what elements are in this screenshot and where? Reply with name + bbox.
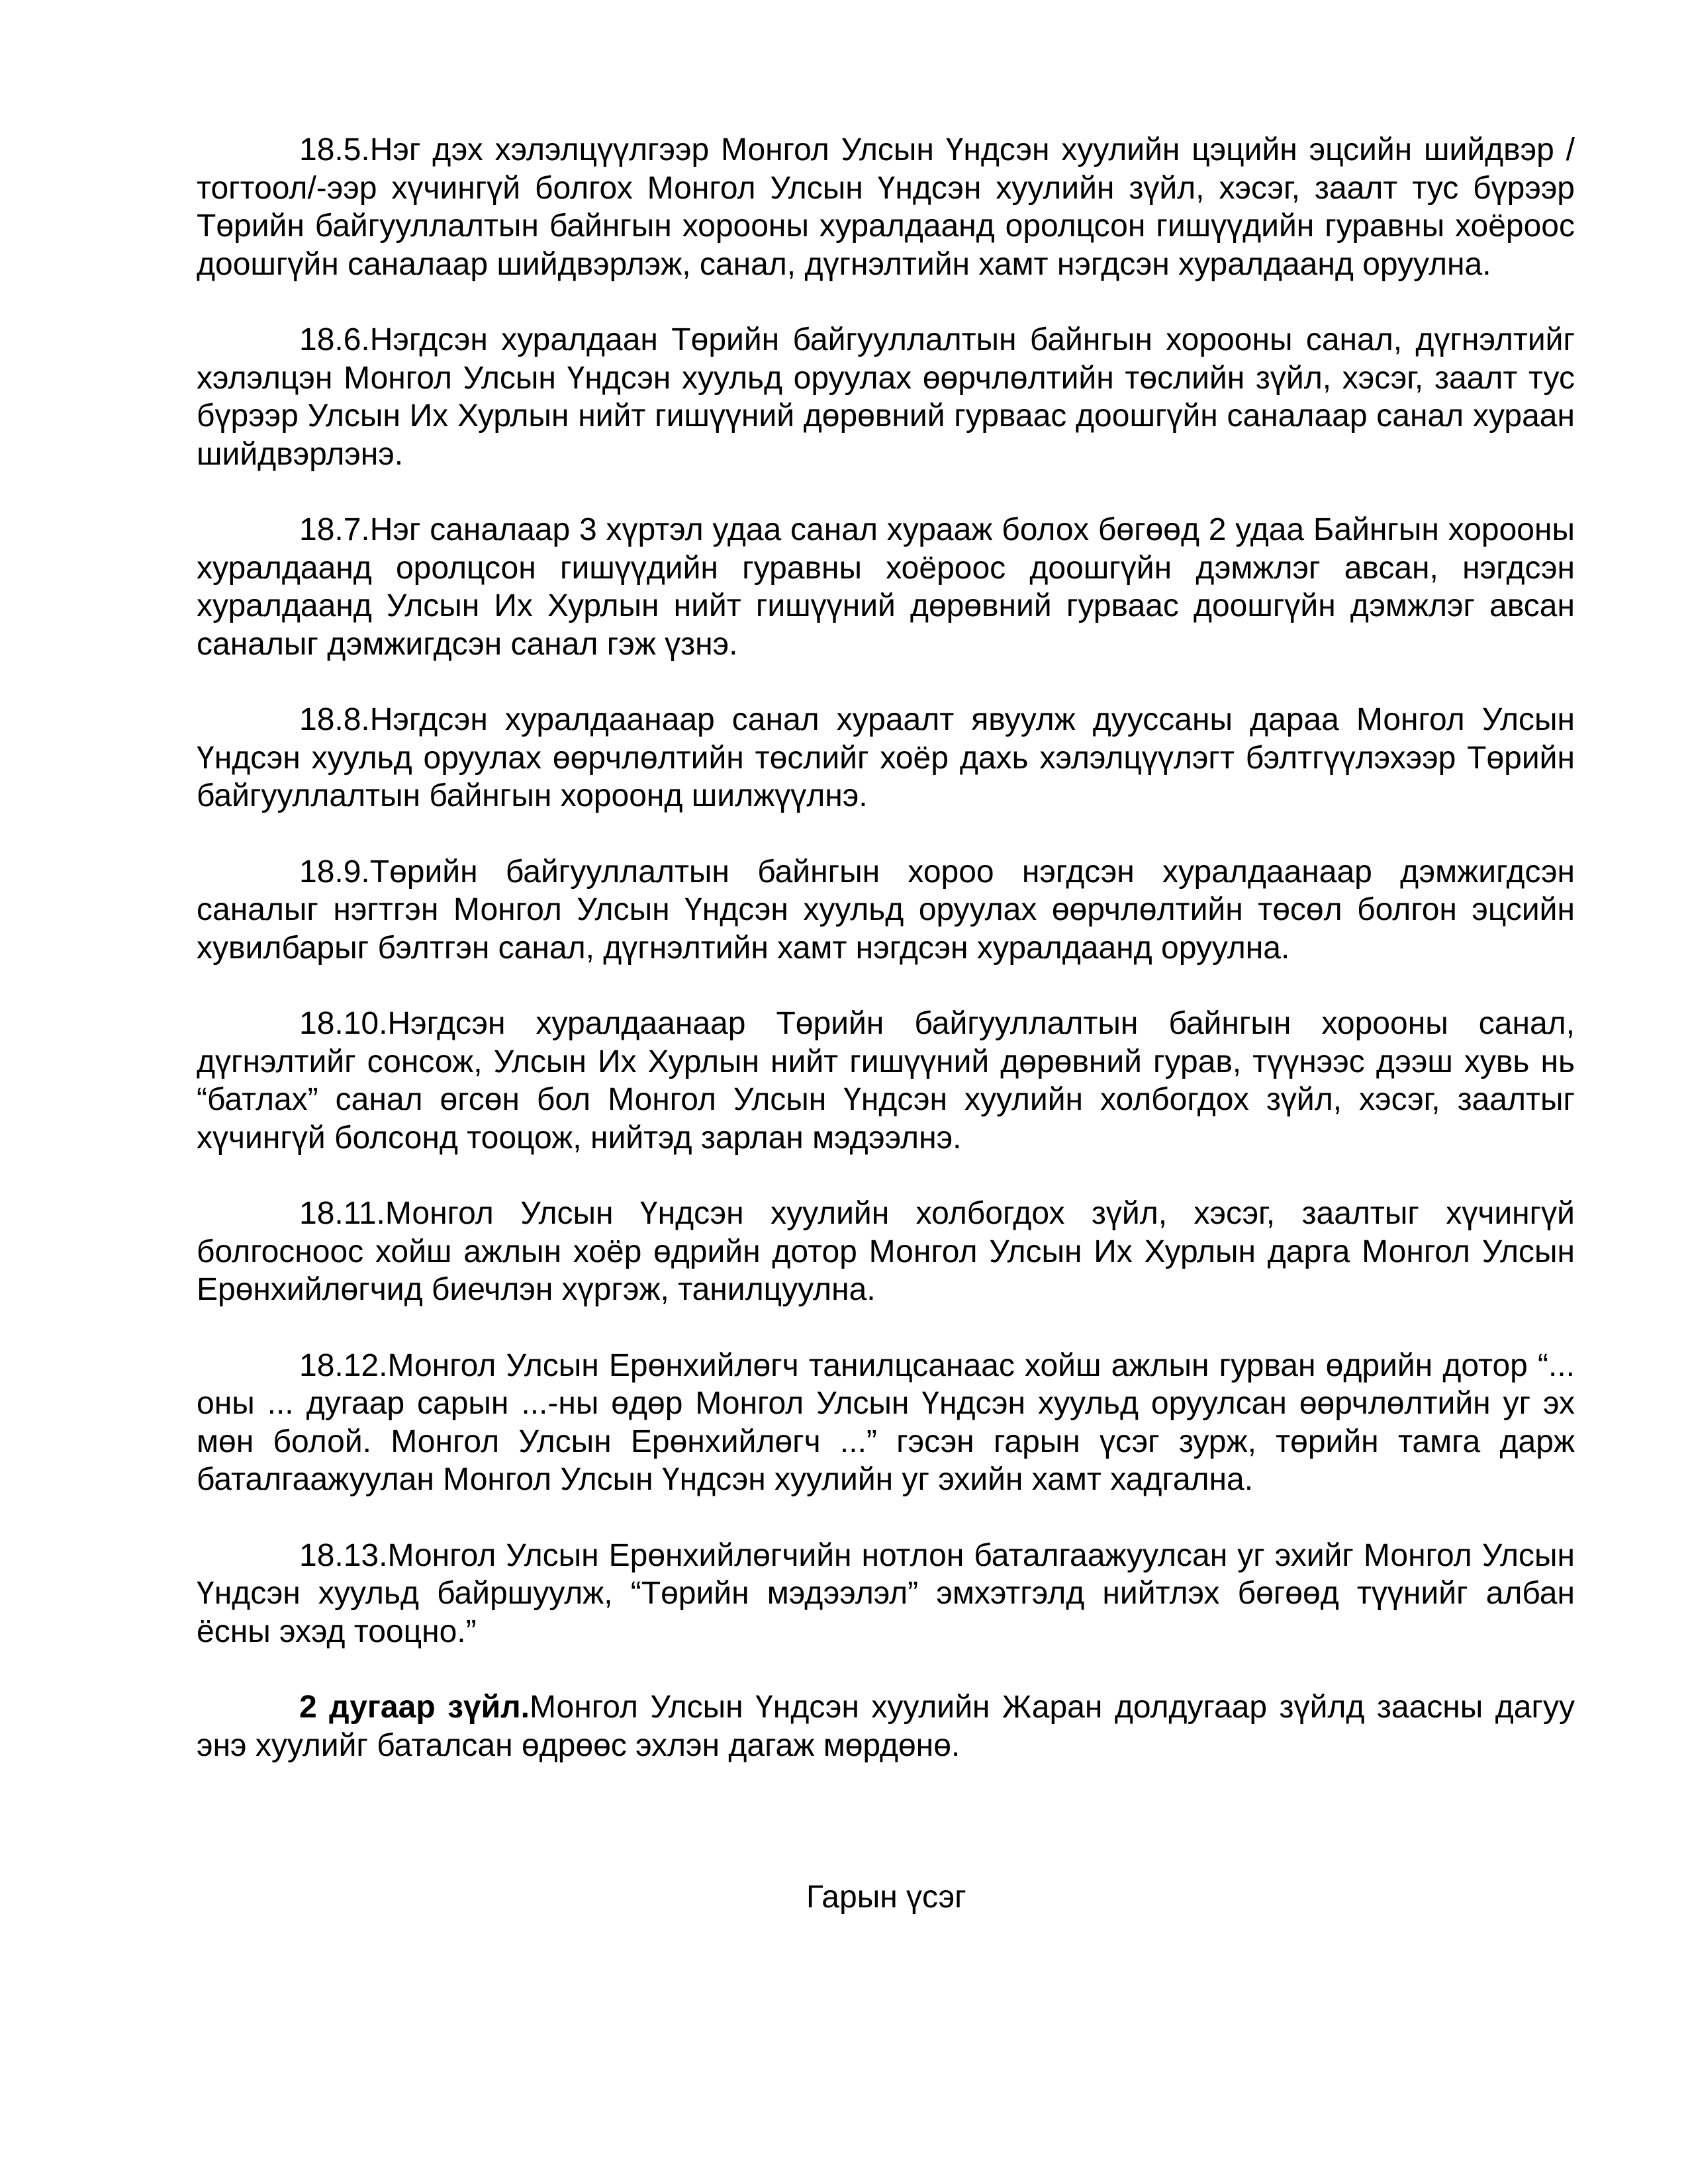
paragraph-text: Нэгдсэн хуралдаанаар Төрийн байгууллалтын байнгын хорооны санал, дүгнэлтийг сонсож, Улсын Их Хурлын нийт гишүүний дөрөвний гурав, түүнээс дээш хувь нь “батлах” санал өгсөн бол Монгол Улсын Үндсэн хуулийн холбогдох зүйл, хэсэг, заалтыг хүчингүй болсонд тооцож, нийтэд зарлан мэдээлнэ. (197, 1006, 1575, 1156)
paragraph-number: 18.7. (299, 512, 370, 547)
paragraph-text: Нэгдсэн хуралдаан Төрийн байгууллалтын байнгын хорооны санал, дүгнэлтийг хэлэлцэн Монгол Улсын Үндсэн хуульд оруулах өөрчлөлтийн төслийн зүйл, хэсэг, заалт тус бүрээр Улсын Их Хурлын нийт гишүүний дөрөвний гурваас доошгүйн саналаар санал хураан шийдвэрлэнэ. (197, 322, 1575, 472)
paragraph-number: 18.12. (299, 1347, 388, 1383)
paragraph-number: 18.11. (299, 1196, 385, 1231)
paragraph-text: Нэгдсэн хуралдаанаар санал хураалт явуулж дууссаны дараа Монгол Улсын Үндсэн хуульд оруулах өөрчлөлтийн төслийг хоёр дахь хэлэлцүүлэгт бэлтгүүлэхээр Төрийн байгууллалтын байнгын хороонд шилжүүлнэ. (197, 702, 1575, 813)
paragraph-18-8 (197, 701, 1575, 815)
article-2-paragraph (197, 1688, 1575, 1764)
signature-label: Гарын үсэг (806, 1880, 966, 1915)
paragraph-number: 18.6. (299, 322, 370, 357)
paragraph-number: 18.9. (299, 854, 370, 889)
paragraph-text: Нэг саналаар 3 хүртэл удаа санал хурааж болох бөгөөд 2 удаа Байнгын хорооны хуралдаанд оролцсон гишүүдийн гуравны хоёроос доошгүйн дэмжлэг авсан, нэгдсэн хуралдаанд Улсын Их Хурлын нийт гишүүний дөрөвний гурваас доошгүйн дэмжлэг авсан саналыг дэмжигдсэн санал гэж үзнэ. (197, 512, 1575, 662)
paragraph-text: Нэг дэх хэлэлцүүлгээр Монгол Улсын Үндсэн хуулийн цэцийн эцсийн шийдвэр /тогтоол/-ээр хүчингүй болгох Монгол Улсын Үндсэн хуулийн зүйл, хэсэг, заалт тус бүрээр Төрийн байгууллалтын байнгын хорооны хуралдаанд оролцсон гишүүдийн гуравны хоёроос доошгүйн саналаар шийдвэрлэж, санал, дүгнэлтийн хамт нэгдсэн хуралдаанд оруулна. (197, 132, 1575, 282)
paragraph-number: 18.13. (299, 1537, 388, 1573)
article-number: 2 дугаар зүйл. (299, 1690, 530, 1725)
paragraph-text: Монгол Улсын Ерөнхийлөгчийн нотлон баталгаажуулсан уг эхийг Монгол Улсын Үндсэн хуульд байршуулж, “Төрийн мэдээлэл” эмхэтгэлд нийтлэх бөгөөд түүнийг албан ёсны эхэд тооцно.” (197, 1537, 1575, 1649)
paragraph-number: 18.10. (299, 1006, 388, 1041)
document-body (197, 131, 1575, 1802)
paragraph-18-10 (197, 1005, 1575, 1157)
article-text: Монгол Улсын Үндсэн хуулийн Жаран долдугаар зүйлд заасны дагуу энэ хуулийг баталсан өдрөөс эхлэн дагаж мөрдөнө. (197, 1690, 1575, 1763)
paragraph-18-9 (197, 853, 1575, 968)
paragraph-18-13 (197, 1537, 1575, 1651)
paragraph-text: Монгол Улсын Үндсэн хуулийн холбогдох зүйл, хэсэг, заалтыг хүчингүй болгосноос хойш ажлын хоёр өдрийн дотор Монгол Улсын Их Хурлын дарга Монгол Улсын Ерөнхийлөгчид биечлэн хүргэж, танилцуулна. (197, 1196, 1575, 1307)
paragraph-18-11 (197, 1195, 1575, 1309)
paragraph-text: Төрийн байгууллалтын байнгын хороо нэгдсэн хуралдаанаар дэмжигдсэн саналыг нэгтгэн Монгол Улсын Үндсэн хуульд оруулах өөрчлөлтийн төсөл болгон эцсийн хувилбарыг бэлтгэн санал, дүгнэлтийн хамт нэгдсэн хуралдаанд оруулна. (197, 854, 1575, 966)
paragraph-18-5 (197, 131, 1575, 283)
paragraph-18-6 (197, 321, 1575, 473)
paragraph-18-12 (197, 1347, 1575, 1499)
paragraph-18-7 (197, 511, 1575, 663)
paragraph-number: 18.5. (299, 132, 370, 167)
paragraph-number: 18.8. (299, 702, 370, 737)
paragraph-text: Монгол Улсын Ерөнхийлөгч танилцсанаас хойш ажлын гурван өдрийн дотор “... оны ... дугаар сарын ...-ны өдөр Монгол Улсын Үндсэн хуульд оруулсан өөрчлөлтийн уг эх мөн болой. Монгол Улсын Ерөнхийлөгч ...” гэсэн гарын үсэг зурж, төрийн тамга дарж баталгаажуулан Монгол Улсын Үндсэн хуулийн уг эхийн хамт хадгална. (197, 1347, 1575, 1497)
